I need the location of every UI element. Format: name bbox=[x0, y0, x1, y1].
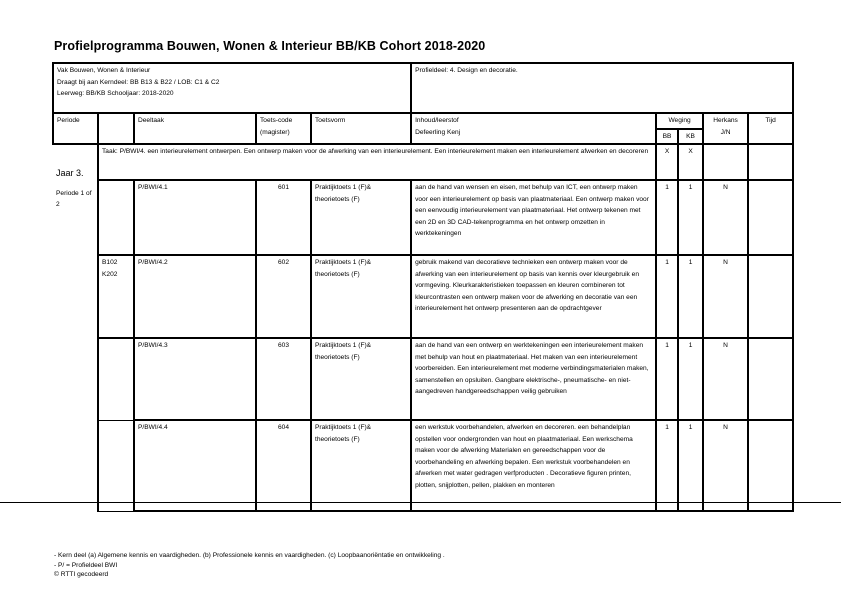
row-inhoud: een werkstuk voorbehandelen, afwerken en decoreren. een behandelplan opstellen voor ondergronden van hout en plaatmateriaal. Een werkschema maken voor de afwerking Materialen en gereedschappen voor de voorbehandeling en afwerking bepalen. Een werkstuk voorbehandelen en afwerken met water gedragen verfproducten . Decoratieve figuren printen, plotten, snijplotten, pellen, plakken en monteren bbox=[411, 420, 656, 511]
header-deeltaak: Deeltaak bbox=[134, 113, 256, 144]
toetscode-line2: (magister) bbox=[260, 128, 290, 136]
row-toetscode: 602 bbox=[256, 255, 311, 338]
kerndeel-label: Draagt bij aan Kerndeel: BB B13 & B22 / LOB: C1 & C2 bbox=[57, 78, 220, 86]
inhoud-line1: Inhoud/leerstof bbox=[415, 117, 459, 124]
row-inhoud: aan de hand van wensen en eisen, met behulp van ICT, een ontwerp maken voor een interieurelement op basis van plaatmateriaal. Een ontwerp maken voor een eenvoudig interieurelement van plaatmateriaal. Het ontwerp tekenen met een 2D en 3D CAD-tekenprogramma en het ontwerp omzetten in werktekeningen bbox=[411, 180, 656, 255]
row-inhoud: gebruik makend van decoratieve technieken een ontwerp maken voor de afwerking van een interieurelement op basis van kennis over kleurgebruik en vormgeving. Kleurkarakteristieken toepassen en kleuren combineren tot kleurcontrasten een ontwerp maken voor de afwerking en decoratie van een interieurelement het ontwerp presenteren aan de opdrachtgever bbox=[411, 255, 656, 338]
header-tijd: Tijd bbox=[748, 113, 793, 144]
row-toetsvorm: Praktijktoets 1 (F)& theorietoets (F) bbox=[311, 420, 411, 511]
table-row bbox=[53, 420, 793, 511]
row-kb: 1 bbox=[678, 420, 703, 511]
program-table bbox=[52, 62, 794, 512]
row-bb: 1 bbox=[656, 255, 678, 338]
jaar-label: Jaar 3. bbox=[56, 168, 84, 178]
taak-tijd bbox=[748, 144, 793, 180]
row-tijd bbox=[748, 420, 793, 511]
table-row bbox=[53, 255, 793, 338]
row-bb: 1 bbox=[656, 338, 678, 420]
row-tijd bbox=[748, 338, 793, 420]
info-cell bbox=[53, 63, 411, 113]
table-row bbox=[53, 338, 793, 420]
inhoud-line2: Defeerling Kenj bbox=[415, 128, 461, 136]
header-herkans bbox=[703, 113, 748, 144]
vak-label: Vak Bouwen, Wonen & Interieur bbox=[57, 67, 151, 74]
row-herkans: N bbox=[703, 338, 748, 420]
header-toetscode bbox=[256, 113, 311, 144]
taak-description: Taak: P/BWI/4. een interieurelement ontwerpen. Een ontwerp maken voor de afwerking van een interieurelement. Een interieurelement maken een interieurelement afwerken en decoreren bbox=[98, 144, 656, 180]
row-kb: 1 bbox=[678, 338, 703, 420]
bottom-rule bbox=[0, 502, 841, 503]
row-code: B102 K202 bbox=[98, 255, 134, 338]
row-inhoud: aan de hand van een ontwerp en werktekeningen een interieurelement maken met behulp van hout en plaatmateriaal. Het maken van een interieurelement voorbereiden. Een interieurelement met moderne verbindingsmaterialen maken, samenstellen en opsluiten. Gangbare elektrische-, pneumatische- en niet-aangedreven handgereedschappen veilig gebruiken bbox=[411, 338, 656, 420]
row-code bbox=[98, 338, 134, 420]
row-toetscode: 601 bbox=[256, 180, 311, 255]
footer-line1: - Kern deel (a) Algemene kennis en vaardigheden. (b) Professionele kennis en vaardigheden. (c) Loopbaanoriëntatie en ontwikkeling . bbox=[54, 552, 445, 559]
page-title: Profielprogramma Bouwen, Wonen & Interieur BB/KB Cohort 2018-2020 bbox=[54, 39, 486, 53]
header-toetsvorm: Toetsvorm bbox=[311, 113, 411, 144]
row-deeltaak: P/BWI/4.3 bbox=[134, 338, 256, 420]
row-kb: 1 bbox=[678, 255, 703, 338]
toetscode-line1: Toets-code bbox=[260, 117, 293, 124]
header-kb: KB bbox=[678, 129, 703, 145]
footer-notes bbox=[54, 551, 445, 580]
footer-line2: - P/ = Profieldeel BWI bbox=[54, 561, 118, 569]
row-herkans: N bbox=[703, 420, 748, 511]
profieldeel-label: Profieldeel: 4. Design en decoratie. bbox=[411, 63, 793, 113]
taak-kb: X bbox=[678, 144, 703, 180]
herkans-line2: J/N bbox=[720, 128, 731, 136]
taak-herkans bbox=[703, 144, 748, 180]
row-toetscode: 603 bbox=[256, 338, 311, 420]
row-toetsvorm: Praktijktoets 1 (F)& theorietoets (F) bbox=[311, 338, 411, 420]
row-deeltaak: P/BWI/4.2 bbox=[134, 255, 256, 338]
row-tijd bbox=[748, 180, 793, 255]
copyright-icon: © bbox=[54, 571, 59, 578]
row-toetscode: 604 bbox=[256, 420, 311, 511]
row-herkans: N bbox=[703, 180, 748, 255]
taak-bb: X bbox=[656, 144, 678, 180]
periode-label: Periode 1 of 2 bbox=[56, 189, 92, 208]
header-weging: Weging bbox=[656, 113, 703, 129]
herkans-line1: Herkans bbox=[713, 117, 738, 124]
header-blank bbox=[98, 113, 134, 144]
row-toetsvorm: Praktijktoets 1 (F)& theorietoets (F) bbox=[311, 180, 411, 255]
leerweg-label: Leerweg: BB/KB Schooljaar: 2018-2020 bbox=[57, 90, 174, 97]
periode-cell bbox=[53, 144, 98, 511]
row-bb: 1 bbox=[656, 420, 678, 511]
row-bb: 1 bbox=[656, 180, 678, 255]
row-deeltaak: P/BWI/4.4 bbox=[134, 420, 256, 511]
header-bb: BB bbox=[656, 129, 678, 145]
row-deeltaak: P/BWI/4.1 bbox=[134, 180, 256, 255]
row-tijd bbox=[748, 255, 793, 338]
footer-line3: RTTI gecodeerd bbox=[60, 571, 109, 578]
row-herkans: N bbox=[703, 255, 748, 338]
row-code bbox=[98, 420, 134, 511]
row-toetsvorm: Praktijktoets 1 (F)& theorietoets (F) bbox=[311, 255, 411, 338]
row-code bbox=[98, 180, 134, 255]
row-kb: 1 bbox=[678, 180, 703, 255]
header-periode: Periode bbox=[53, 113, 98, 144]
table-row bbox=[53, 180, 793, 255]
header-inhoud bbox=[411, 113, 656, 144]
